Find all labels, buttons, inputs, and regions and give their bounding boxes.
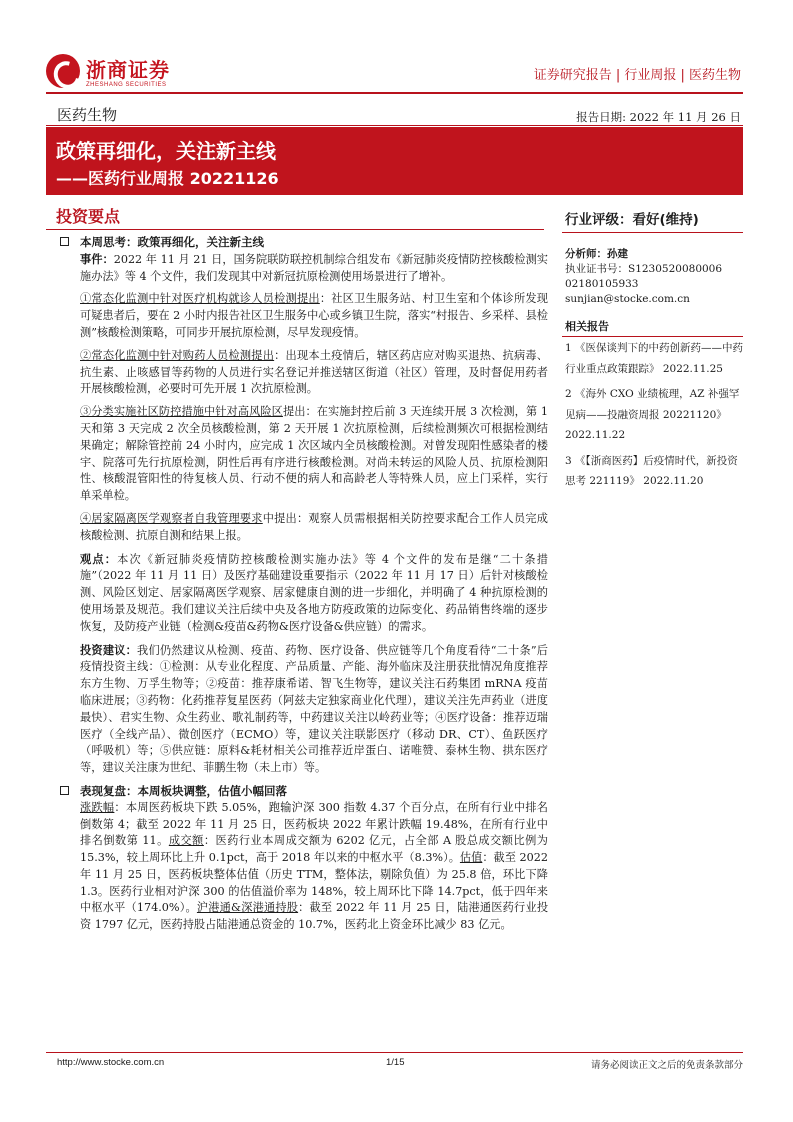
page-number: 1/15 (386, 1057, 405, 1068)
section-heading: 本周思考：政策再细化，关注新主线 (60, 234, 548, 251)
footer-disclaimer: 请务必阅读正文之后的免责条款部分 (590, 1060, 743, 1071)
highlights-divider (46, 229, 544, 230)
header-divider (46, 92, 743, 94)
logo-mark-icon (46, 54, 80, 88)
related-report-item[interactable]: 1 《医保谈判下的中药创新药——中药行业重点政策跟踪》 2022.11.25 (565, 342, 744, 375)
event-paragraph: 事件：2022 年 11 月 21 日，国务院联防联控机制综合组发布《新冠肺炎疫情防控核酸检测实施办法》等 4 个文件，我们发现其中对新冠抗原检测使用场景进行了增补。 (80, 251, 548, 283)
logo-name-cn: 浙商证券 (86, 58, 170, 82)
related-reports-title: 相关报告 (565, 320, 609, 333)
sector-label: 医药生物 (57, 106, 118, 124)
advice-paragraph: 投资建议：我们仍然建议从检测、疫苗、药物、医疗设备、供应链等几个角度看待“二十条”后疫情投资主线：①检测：从专业化程度、产品质量、产能、海外临床及注册获批情况角度推荐东方生物、万孚生物等；②疫苗：推荐康希诺、智飞生物等，建议关注石药集团 mRNA 疫苗临床进展；③药物：化药推荐复星医药（阿兹夫定独家商业化代理），建议关注先声药业（进度最快）、君实生物、众生药业、歌礼制药等，中药建议关注以岭药业等；④医疗设备：推荐迈瑞医疗（全线产品）、微创医疗（ECMO）等，建议关注联影医疗（移动 DR、CT）、鱼跃医疗（呼吸机）等；⑤供应链：原料&耗材相关公司推荐近岸蛋白、诺唯赞、泰林生物、拱东医疗等，建议关注康为世纪、菲鹏生物（未上市）等。 (80, 642, 548, 775)
point-4: ④居家隔离医学观察者自我管理要求中提出：观察人员需根据相关防控要求配合工作人员完成核酸检测、抗原自测和结果上报。 (80, 511, 548, 542)
performance-paragraph: 涨跌幅：本周医药板块下跌 5.05%，跑输沪深 300 指数 4.37 个百分点，在所有行业中排名倒数第 4；截至 2022 年 11 月 25 日，医药板块 2022 年累计跌幅 19.48%，在所有行业中排名倒数第 11。成交额：医药行业本周成交额为 6202 亿元，占全部 A 股总成交额比例为 15.3%，较上周环比上升 0.1pct，高于 2018 年以来的中枢水平（8.3%）。估值：截至 2022 年 11 月 25 日，医药板块整体估值（历史 TTM，整体法，剔除负值）为 25.8 倍，环比下降 1.3。医药行业相对沪深 300 的估值溢价率为 148%，较上周环比下降 14.7pct，低于四年来中枢水平（174.0%）。沪港通&深港通持股：截至 2022 年 11 月 25 日，陆港通医药行业投资 1797 亿元，医药持股占陆港通总资金的 10.7%，医药北上资金环比减少 83 亿元。 (80, 800, 549, 932)
analyst-info (565, 247, 745, 307)
related-reports-list (565, 338, 745, 497)
view-paragraph: 观点：本次《新冠肺炎疫情防控核酸检测实施办法》等 4 个文件的发布是继“二十条措施”（2022 年 11 月 11 日）及医疗基础建设重要指示（2022 年 11 月 17 日）后针对核酸检测、风险区划定、居家隔离医学观察、居家健康自测的进一步细化，并明确了 4 种抗原检测的使用场景及规范。我们建议关注后续中央及各地方防疫政策的边际变化、药品销售终端的逐步恢复，及防疫产业链（检测&疫苗&药物&医疗设备&供应链）的需求。 (80, 551, 548, 633)
point-2: ②常态化监测中针对购药人员检测提出：出现本土疫情后，辖区药店应对购买退热、抗病毒、抗生素、止咳感冒等药物的人员进行实名登记并推送辖区街道（社区）管理，及时督促用药者开展核酸检测，必要时可先开展 1 次抗原检测。 (80, 348, 548, 396)
analyst-email[interactable]: sunjian@stocke.com.cn (565, 293, 690, 305)
sector-divider (46, 125, 743, 126)
main-content (60, 234, 548, 940)
rating-divider (562, 232, 743, 233)
checkbox-bullet-icon (60, 237, 69, 246)
point-3: ③分类实施社区防控措施中针对高风险区提出：在实施封控后前 3 天连续开展 3 次检测，第 1 天和第 3 天完成 2 次全员核酸检测，第 2 天开展 1 次抗原检测，后续检测频次可根据检测结果确定；解除管控前 24 小时内，应完成 1 次区域内全员核酸检测。对曾发现阳性感染者的楼宇、院落可先行抗原检测，阴性后再有序进行核酸检测。对尚未转运的风险人员、抗原检测阳性、核酸混管阳性的待复核人员、行动不便的病人和高龄老人等特殊人员，应上门采样，实行单采单检。 (80, 405, 548, 503)
analyst-phone: 02180105933 (565, 278, 639, 290)
point-1: ①常态化监测中针对医疗机构就诊人员检测提出：社区卫生服务站、村卫生室和个体诊所发现可疑患者后，要在 2 小时内报告社区卫生服务中心或乡镇卫生院，落实“村报告、乡采样、县检测”核酸检测策略，可同步开展抗原检测，尽早发现疫情。 (80, 292, 548, 339)
industry-rating: 行业评级：看好(维持) (565, 212, 699, 228)
related-report-item[interactable]: 2 《海外 CXO 业绩梳理，AZ 补强罕见病——投融资周报 20221120》 2022.11.22 (565, 388, 740, 441)
report-title: 政策再细化，关注新主线 (56, 139, 276, 163)
header-category: 证券研究报告 | 行业周报 | 医药生物 (533, 68, 741, 83)
checkbox-bullet-icon (60, 786, 69, 795)
report-subtitle: ——医药行业周报 20221126 (56, 169, 279, 188)
analyst-cert: 执业证书号：S1230520080006 (565, 263, 723, 275)
footer-divider (46, 1052, 743, 1053)
related-report-item[interactable]: 3 《【浙商医药】后疫情时代，新投资思考 221119》 2022.11.20 (565, 454, 738, 487)
investment-highlights-title: 投资要点 (56, 207, 121, 226)
section-heading: 表现复盘：本周板块调整，估值小幅回落 (60, 783, 548, 800)
related-divider (562, 336, 743, 337)
footer-url[interactable]: http://www.stocke.com.cn (57, 1057, 165, 1068)
report-date: 报告日期: 2022 年 11 月 26 日 (576, 110, 741, 124)
title-banner (46, 127, 743, 195)
logo-name-en: ZHESHANG SECURITIES (86, 82, 167, 88)
analyst-name: 分析师：孙建 (565, 248, 628, 260)
